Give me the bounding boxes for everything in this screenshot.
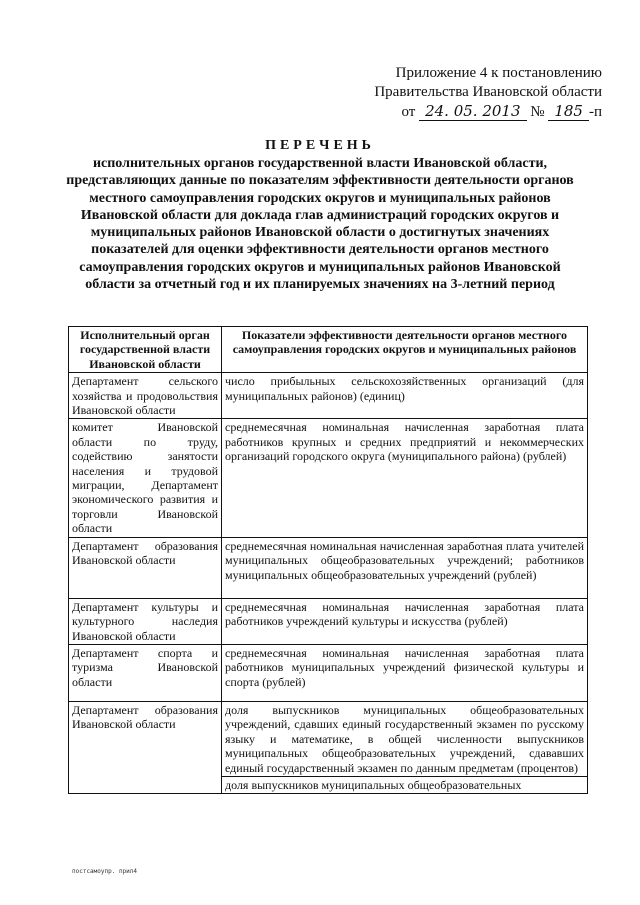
appendix-line-1: Приложение 4 к постановлению [395,65,602,81]
table-row [69,373,588,419]
table-row [69,419,588,537]
cell-organ: Департамент культуры и культурного наследия Ивановской области [69,598,222,644]
table-row [69,537,588,598]
document-title: ПЕРЕЧЕНЬ [265,138,375,153]
header-indicators: Показатели эффективности деятельности органов местного самоуправления городских округов и муниципальных районов [222,327,588,373]
appendix-header [374,64,602,122]
cell-indicator: число прибыльных сельскохозяйственных организаций (для муниципальных районов) (единиц) [222,373,588,419]
number-label: № [530,104,545,120]
appendix-line-2: Правительства Ивановской области [374,84,602,100]
table-header-row [69,327,588,373]
cell-indicator: среднемесячная номинальная начисленная заработная плата работников учреждений культуры и искусства (рублей) [222,598,588,644]
header-organ: Исполнительный орган государственной власти Ивановской области [69,327,222,373]
cell-organ: комитет Ивановской области по труду, содействию занятости населения и трудовой миграции, Департамент экономического развития и торговли Ивановской области [69,419,222,537]
table-row [69,701,588,776]
document-subtitle: исполнительных органов государственной власти Ивановской области, представляющих данные по показателям эффективности деятельности органов местного самоуправления городских округов и муниципальных районов Ивановской области для доклада глав администраций городских округов и муниципальных районов Ивановской области о достигнутых значениях показателей для оценки эффективности деятельности органов местного самоуправления городских округов и муниципальных районов Ивановской области за отчетный год и их планируемых значениях на 3-летний период [66,156,574,293]
cell-indicator: среднемесячная номинальная начисленная заработная плата учителей муниципальных общеобразовательных учреждений; работников муниципальных общеобразовательных учреждений (рублей) [222,537,588,598]
cell-organ: Департамент сельского хозяйства и продовольствия Ивановской области [69,373,222,419]
handwritten-number: 185 [548,102,589,121]
cell-indicator-continued: доля выпускников муниципальных общеобразовательных [222,776,588,793]
number-suffix: -п [588,104,602,120]
table-row [69,644,588,701]
appendix-line-3 [374,102,602,122]
cell-indicator: доля выпускников муниципальных общеобразовательных учреждений, сдавших единый государственный экзамен по русскому языку и математике, в общей численности выпускников муниципальных общеобразовательных учреждений, сдававших единый государственный экзамен по данным предметам (процентов) [222,701,588,776]
cell-indicator: среднемесячная номинальная начисленная заработная плата работников муниципальных учреждений физической культуры и спорта (рублей) [222,644,588,701]
agencies-table [68,326,588,794]
cell-organ: Департамент образования Ивановской области [69,701,222,793]
handwritten-date: 24. 05. 2013 [419,102,526,121]
cell-organ: Департамент образования Ивановской области [69,537,222,598]
cell-indicator: среднемесячная номинальная начисленная заработная плата работников крупных и средних предприятий и некоммерческих организаций городского округа (муниципального района) (рублей) [222,419,588,537]
from-label: от [401,104,416,120]
cell-organ: Департамент спорта и туризма Ивановской области [69,644,222,701]
table-row [69,598,588,644]
footer-filename: постсамоупр. прил4 [72,868,138,875]
